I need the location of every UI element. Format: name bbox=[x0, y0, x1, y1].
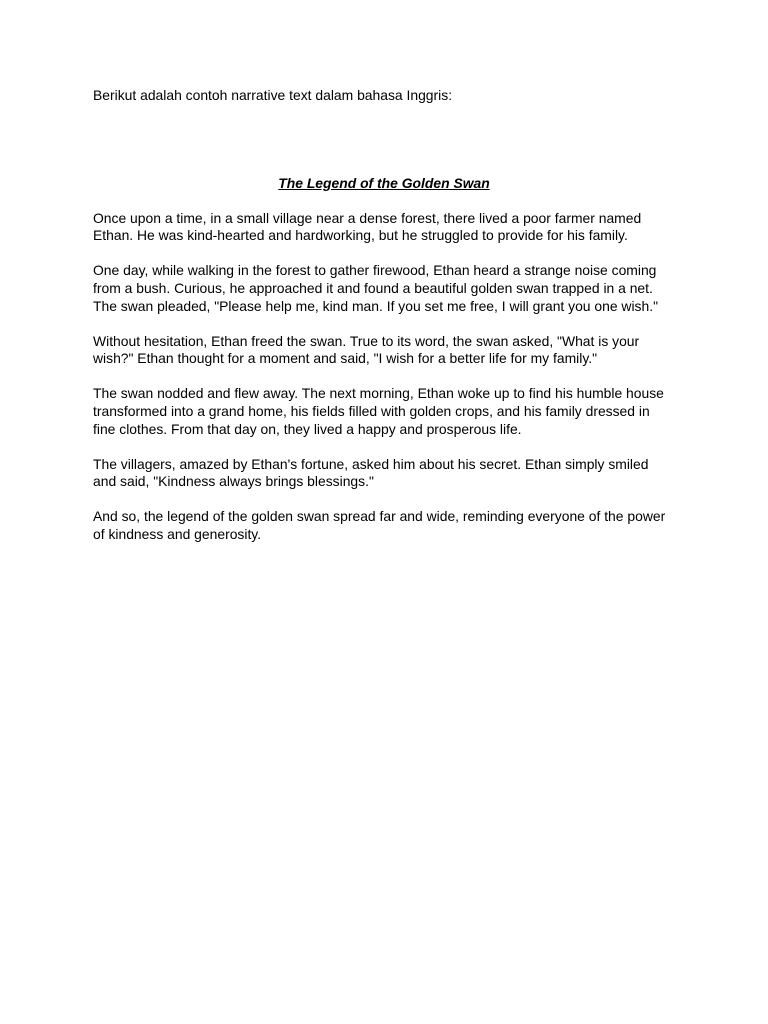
story-paragraph-1: Once upon a time, in a small village near a dense forest, there lived a poor farmer named Ethan. He was kind-hearted and hardworking, but he struggled to provide for his family. bbox=[93, 209, 642, 244]
story-text bbox=[93, 210, 675, 544]
story-title: The Legend of the Golden Swan bbox=[278, 174, 490, 191]
story-paragraph-2: One day, while walking in the forest to gather firewood, Ethan heard a strange noise coming from a bush. Curious, he approached it and found a beautiful golden swan trapped in a net. The swan pleaded, "Please help me, kind man. If you set me free, I will grant you one wish." bbox=[93, 262, 659, 314]
story-paragraph-6: And so, the legend of the golden swan spread far and wide, reminding everyone of the power of kindness and generosity. bbox=[93, 508, 666, 542]
document-body bbox=[93, 87, 675, 544]
story-paragraph-3: Without hesitation, Ethan freed the swan. True to its word, the swan asked, "What is your wish?" Ethan thought for a moment and said, "I wish for a better life for my family." bbox=[93, 332, 640, 367]
story-paragraph-5: The villagers, amazed by Ethan's fortune, asked him about his secret. Ethan simply smiled and said, "Kindness always brings blessings." bbox=[93, 455, 649, 490]
intro-text: Berikut adalah contoh narrative text dalam bahasa Inggris: bbox=[93, 87, 453, 103]
story-paragraph-4: The swan nodded and flew away. The next morning, Ethan woke up to find his humble house transformed into a grand home, his fields filled with golden crops, and his family dressed in fine clothes. From that day on, they lived a happy and prosperous life. bbox=[93, 385, 664, 437]
